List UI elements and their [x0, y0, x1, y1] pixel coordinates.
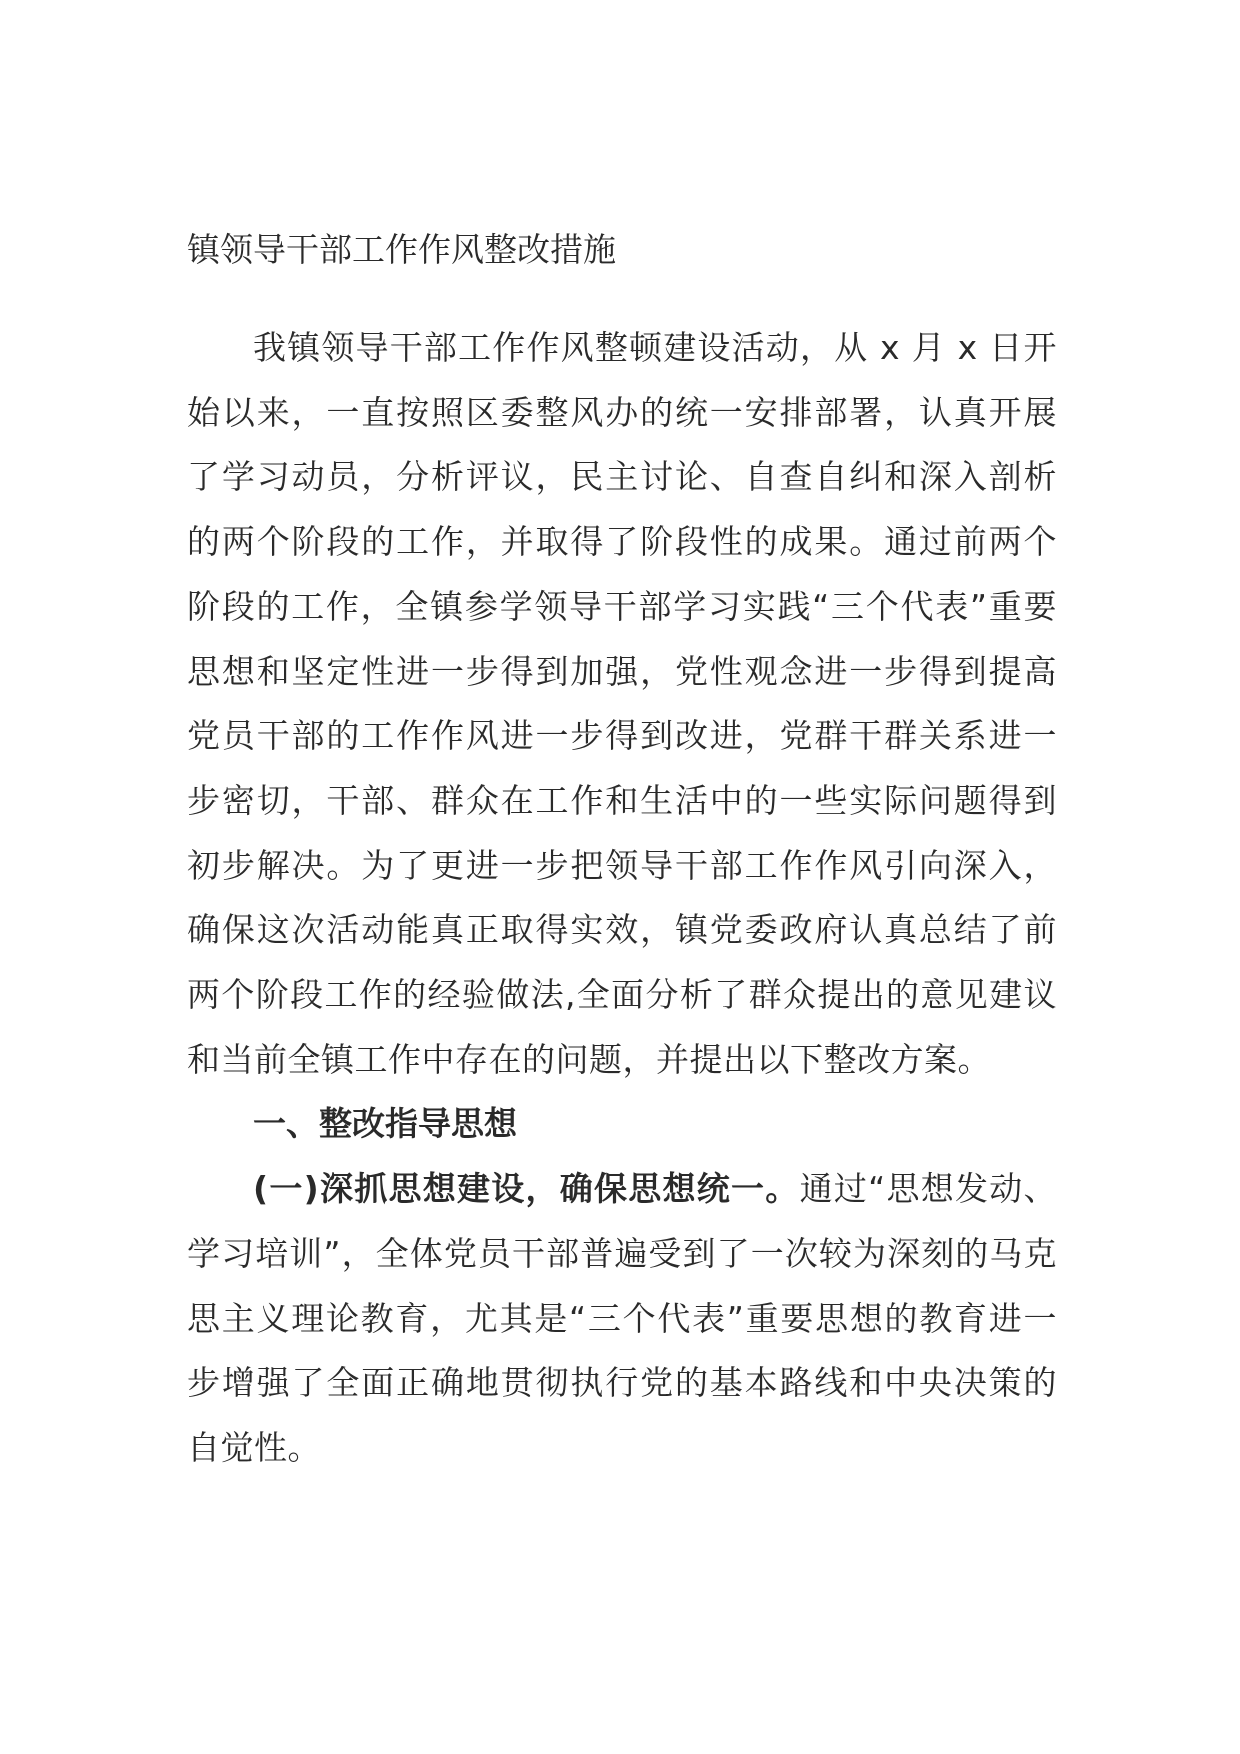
document-title: 镇领导干部工作作风整改措施 [187, 230, 616, 269]
intro-paragraph: 我镇领导干部工作作风整顿建设活动，从 x 月 x 日开始以来，一直按照区委整风办的统一安排部署，认真开展了学习动员，分析评议，民主讨论、自查自纠和深入剖析的两个阶段的工作，并取得了阶段性的成果。通过前两个阶段的工作，全镇参学领导干部学习实践“三个代表”重要思想和坚定性进一步得到加强，党性观念进一步得到提高党员干部的工作作风进一步得到改进，党群干群关系进一步密切，干部、群众在工作和生活中的一些实际问题得到初步解决。为了更进一步把领导干部工作作风引向深入，确保这次活动能真正取得实效，镇党委政府认真总结了前两个阶段工作的经验做法,全面分析了群众提出的意见建议和当前全镇工作中存在的问题，并提出以下整改方案。 [187, 328, 1057, 1079]
item-paragraph-1 [187, 1157, 1057, 1481]
item-body-1: 通过“思想发动、学习培训”，全体党员干部普遍受到了一次较为深刻的马克思主义理论教育，尤其是“三个代表”重要思想的教育进一步增强了全面正确地贯彻执行党的基本路线和中央决策的自觉性。 [187, 1169, 1057, 1467]
item-lead-1: (一)深抓思想建设，确保思想统一。 [253, 1169, 800, 1209]
section-heading-1: 一、整改指导思想 [253, 1104, 517, 1144]
document-page [187, 218, 1057, 1481]
